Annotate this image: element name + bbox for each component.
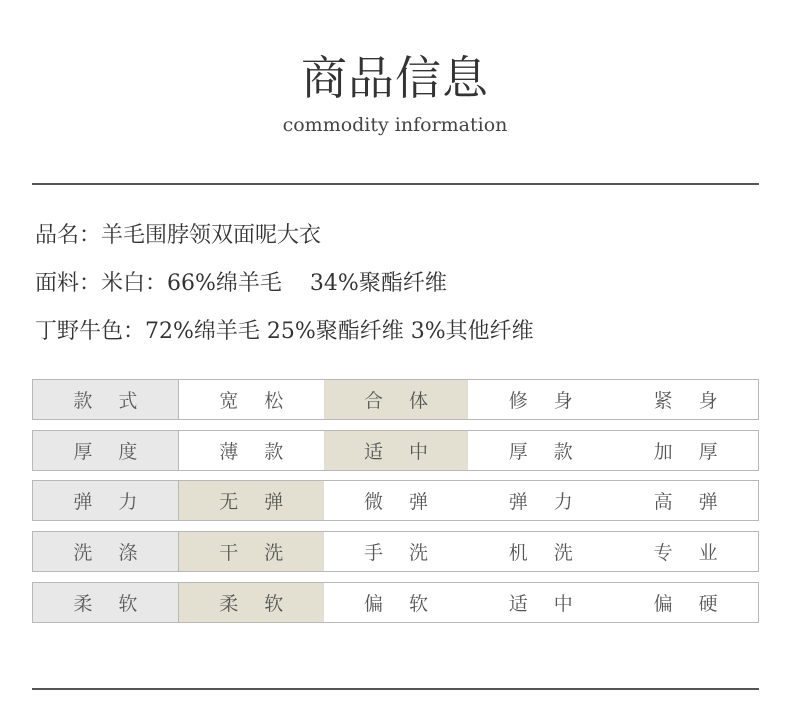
option-cell: 适中 xyxy=(508,593,599,615)
option-cell-selected: 干洗 xyxy=(179,532,324,571)
row-label: 洗涤 xyxy=(33,532,179,571)
option-cell: 机洗 xyxy=(508,542,599,564)
fabric-label: 面料： xyxy=(35,271,102,296)
option-cell-selected: 无弹 xyxy=(179,481,324,520)
option-cell: 宽松 xyxy=(219,390,310,412)
option-cell: 专业 xyxy=(653,542,744,564)
option-cell: 高弹 xyxy=(653,491,744,513)
row-label: 款式 xyxy=(33,380,179,419)
row-label: 弹力 xyxy=(33,481,179,520)
fabric-value-wool: 66%绵羊毛 xyxy=(167,271,282,296)
attribute-row-thickness xyxy=(32,430,759,471)
option-cell: 偏硬 xyxy=(653,593,744,615)
attribute-row-washing xyxy=(32,531,759,572)
option-cell: 偏软 xyxy=(363,593,454,615)
product-name-line xyxy=(35,221,321,251)
row-label: 柔软 xyxy=(33,583,179,622)
fabric-color-label: 米白： xyxy=(101,271,168,296)
option-cell: 微弹 xyxy=(363,491,454,513)
row-label: 厚度 xyxy=(33,431,179,470)
option-cell: 薄款 xyxy=(219,441,310,463)
product-name-label: 品名： xyxy=(35,223,102,248)
attribute-row-style xyxy=(32,379,759,420)
option-cell: 加厚 xyxy=(653,441,744,463)
fabric-line-alt-color: 丁野牛色：72%绵羊毛 25%聚酯纤维 3%其他纤维 xyxy=(35,319,534,344)
option-cell: 修身 xyxy=(508,390,599,412)
option-cell: 紧身 xyxy=(653,390,744,412)
product-name-value: 羊毛围脖领双面呢大衣 xyxy=(101,223,322,248)
attribute-row-elasticity xyxy=(32,480,759,521)
option-cell: 手洗 xyxy=(363,542,454,564)
option-cell: 弹力 xyxy=(508,491,599,513)
option-cell: 厚款 xyxy=(508,441,599,463)
page-title: 商品信息 xyxy=(301,51,489,105)
page-subtitle: commodity information xyxy=(282,114,508,136)
fabric-line xyxy=(35,269,447,299)
option-cell-selected: 合体 xyxy=(324,380,469,419)
attribute-row-softness xyxy=(32,582,759,623)
option-cell-selected: 柔软 xyxy=(179,583,324,622)
bottom-divider xyxy=(32,688,759,690)
top-divider xyxy=(32,183,759,185)
fabric-value-polyester: 34%聚酯纤维 xyxy=(309,271,447,296)
option-cell-selected: 适中 xyxy=(324,431,469,470)
